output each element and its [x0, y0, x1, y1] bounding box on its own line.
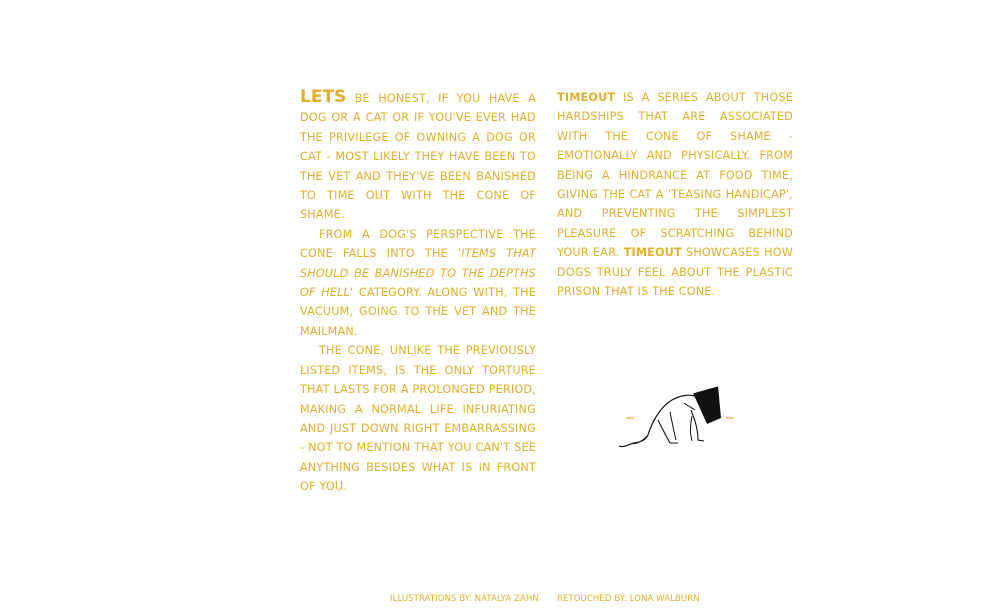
credit-retouched: RETOUCHED BY: LONA WALBURN — [557, 594, 700, 604]
credit-illustrations: ILLUSTRATIONS BY: NATALYA ZAHN — [390, 594, 539, 604]
intro-text: BE HONEST, IF YOU HAVE A DOG OR A CAT OR IF YOU'VE EVER HAD THE PRIVILEGE OF OWNING A DOG OR CAT - MOST LIKELY THEY HAVE BEEN TO THE VET AND THEY'VE BEEN BANISHED TO TIME OUT WITH THE CONE OF SHAME. — [300, 92, 536, 222]
paragraph-intro — [300, 88, 536, 225]
article-column-left — [300, 88, 536, 497]
italic-quote: ITEMS THAT SHOULD BE BANISHED TO THE DEPTHS OF HELL — [300, 247, 536, 300]
paragraph-torture — [300, 341, 536, 496]
paragraph-series-continued: TIMEOUT IS A SERIES ABOUT THOSE HARDSHIPS THAT ARE ASSOCIATED WITH THE CONE OF SHAME - EMOTIONALLY AND PHYSICALLY. FROM BEING A HINDRANCE AT FOOD TIME, GIVING THE CAT A 'TEASING HANDICAP', AND PREVENTING THE SIMPLEST PLEASURE OF SCRATCHING BEHIND YOUR EAR. TIMEOUT SHOWCASES HOW DOGS TRULY FEEL ABOUT THE PLASTIC PRISON THAT IS THE CONE. — [557, 91, 794, 299]
perspective-text-end: ' CATEGORY. ALONG WITH, THE VACUUM, GOING TO THE VET AND THE MAILMAN. — [300, 286, 536, 338]
perspective-text: FROM A DOG'S PERSPECTIVE THE CONE FALLS INTO THE ' — [300, 227, 536, 261]
dog-with-cone-icon — [612, 380, 742, 455]
paragraph-perspective — [300, 225, 536, 341]
article-column-right — [557, 88, 793, 301]
torture-text: THE CONE, UNLIKE THE PREVIOUSLY LISTED ITEMS, IS THE ONLY TORTURE THAT LASTS FOR A PROLONGED PERIOD, MAKING A NORMAL LIFE INFURIATING AND JUST DOWN RIGHT EMBARRASSING - NOT TO MENTION THAT YOU CAN'T SEE ANYTHING BESIDES WHAT IS IN FRONT OF YOU. — [300, 344, 536, 494]
drop-cap-word: LETS — [300, 87, 347, 107]
